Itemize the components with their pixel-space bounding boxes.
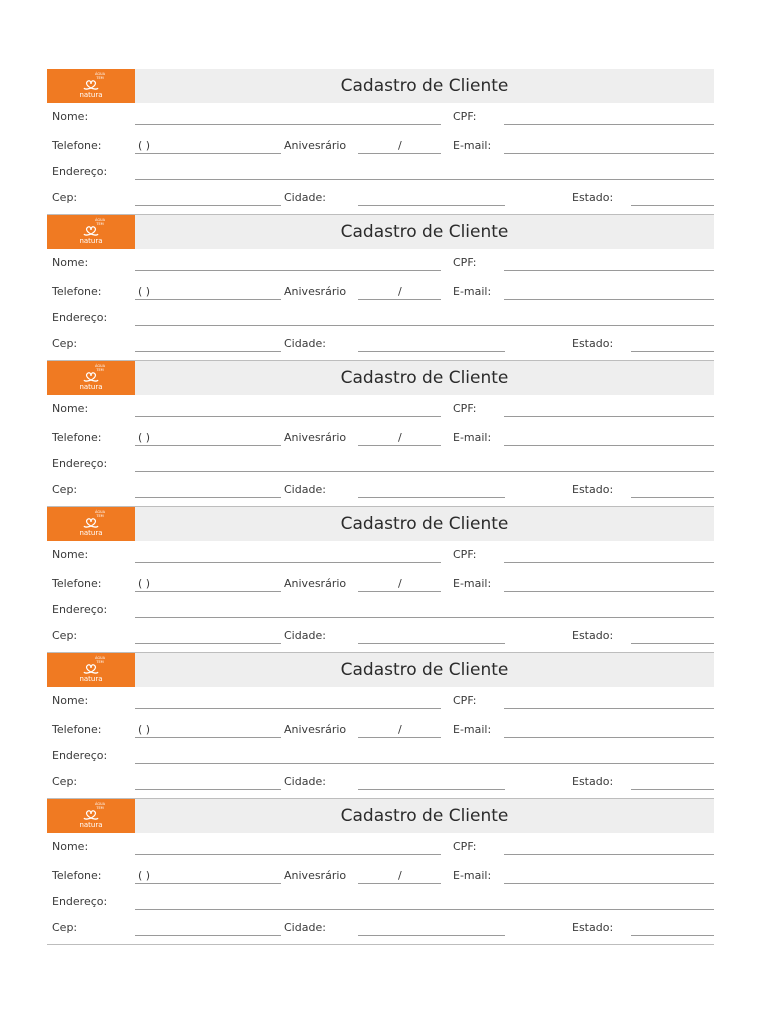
cidade-field[interactable] [358, 643, 505, 644]
svg-text:natura: natura [79, 237, 103, 245]
telefone-label: Telefone: [52, 723, 102, 736]
telefone-label: Telefone: [52, 285, 102, 298]
nome-field[interactable] [135, 270, 441, 271]
customer-registration-card [47, 653, 714, 799]
svg-text:natura: natura [79, 383, 103, 391]
natura-flower-icon [47, 653, 135, 687]
svg-text:ÁGUA: ÁGUA [94, 218, 106, 222]
cidade-label: Cidade: [284, 191, 326, 204]
card-divider [47, 944, 714, 945]
cidade-label: Cidade: [284, 629, 326, 642]
estado-label: Estado: [572, 921, 614, 934]
cep-field[interactable] [135, 935, 281, 936]
natura-logo [47, 215, 135, 249]
nome-label: Nome: [52, 110, 89, 123]
estado-label: Estado: [572, 629, 614, 642]
aniversario-field[interactable] [358, 591, 441, 592]
nome-label: Nome: [52, 840, 89, 853]
phone-area-code-parens: ( ) [138, 139, 151, 152]
estado-label: Estado: [572, 775, 614, 788]
svg-text:ÁGUA: ÁGUA [94, 510, 106, 514]
form-title: Cadastro de Cliente [340, 222, 509, 242]
telefone-field[interactable] [135, 299, 281, 300]
endereco-field[interactable] [135, 471, 714, 472]
cidade-label: Cidade: [284, 921, 326, 934]
cidade-field[interactable] [358, 205, 505, 206]
natura-logo [47, 69, 135, 103]
cpf-label: CPF: [453, 402, 477, 415]
cep-label: Cep: [52, 629, 78, 642]
aniversario-label: Anivesrário [284, 577, 347, 590]
natura-flower-icon [47, 507, 135, 541]
aniversario-field[interactable] [358, 153, 441, 154]
cpf-label: CPF: [453, 256, 477, 269]
phone-area-code-parens: ( ) [138, 285, 151, 298]
telefone-field[interactable] [135, 153, 281, 154]
cep-field[interactable] [135, 497, 281, 498]
svg-text:natura: natura [79, 529, 103, 537]
natura-flower-icon [47, 361, 135, 395]
cpf-field[interactable] [504, 708, 714, 709]
endereco-field[interactable] [135, 909, 714, 910]
endereco-field[interactable] [135, 179, 714, 180]
estado-field[interactable] [631, 497, 714, 498]
endereco-label: Endereço: [52, 457, 108, 470]
natura-flower-icon [47, 799, 135, 833]
form-title: Cadastro de Cliente [340, 76, 509, 96]
aniversario-field[interactable] [358, 883, 441, 884]
card-header [47, 69, 714, 103]
nome-label: Nome: [52, 402, 89, 415]
cpf-label: CPF: [453, 840, 477, 853]
cep-field[interactable] [135, 205, 281, 206]
cidade-label: Cidade: [284, 483, 326, 496]
aniversario-field[interactable] [358, 737, 441, 738]
customer-registration-card [47, 215, 714, 361]
nome-field[interactable] [135, 708, 441, 709]
phone-area-code-parens: ( ) [138, 431, 151, 444]
customer-forms-sheet [47, 69, 714, 945]
nome-field[interactable] [135, 124, 441, 125]
birthday-slash: / [398, 869, 402, 882]
cpf-label: CPF: [453, 548, 477, 561]
endereco-field[interactable] [135, 617, 714, 618]
email-field[interactable] [504, 445, 714, 446]
nome-label: Nome: [52, 256, 89, 269]
cidade-field[interactable] [358, 789, 505, 790]
cidade-field[interactable] [358, 497, 505, 498]
natura-logo [47, 361, 135, 395]
svg-text:TEM: TEM [96, 368, 104, 372]
nome-field[interactable] [135, 416, 441, 417]
cep-field[interactable] [135, 351, 281, 352]
cep-label: Cep: [52, 337, 78, 350]
card-header [47, 653, 714, 687]
customer-registration-card [47, 361, 714, 507]
telefone-field[interactable] [135, 737, 281, 738]
birthday-slash: / [398, 577, 402, 590]
estado-field[interactable] [631, 789, 714, 790]
email-label: E-mail: [453, 869, 492, 882]
nome-field[interactable] [135, 562, 441, 563]
cep-label: Cep: [52, 483, 78, 496]
email-label: E-mail: [453, 285, 492, 298]
estado-label: Estado: [572, 483, 614, 496]
endereco-field[interactable] [135, 325, 714, 326]
svg-text:TEM: TEM [96, 76, 104, 80]
natura-flower-icon [47, 69, 135, 103]
endereco-label: Endereço: [52, 749, 108, 762]
phone-area-code-parens: ( ) [138, 577, 151, 590]
telefone-label: Telefone: [52, 577, 102, 590]
cep-label: Cep: [52, 921, 78, 934]
svg-text:ÁGUA: ÁGUA [94, 802, 106, 806]
svg-text:TEM: TEM [96, 514, 104, 518]
estado-label: Estado: [572, 337, 614, 350]
cep-label: Cep: [52, 775, 78, 788]
form-title: Cadastro de Cliente [340, 368, 509, 388]
cidade-label: Cidade: [284, 775, 326, 788]
cep-field[interactable] [135, 643, 281, 644]
phone-area-code-parens: ( ) [138, 723, 151, 736]
aniversario-field[interactable] [358, 445, 441, 446]
endereco-label: Endereço: [52, 895, 108, 908]
natura-logo [47, 653, 135, 687]
phone-area-code-parens: ( ) [138, 869, 151, 882]
cpf-label: CPF: [453, 110, 477, 123]
birthday-slash: / [398, 723, 402, 736]
cidade-field[interactable] [358, 351, 505, 352]
customer-registration-card [47, 69, 714, 215]
birthday-slash: / [398, 139, 402, 152]
aniversario-label: Anivesrário [284, 285, 347, 298]
nome-label: Nome: [52, 548, 89, 561]
email-label: E-mail: [453, 577, 492, 590]
cpf-label: CPF: [453, 694, 477, 707]
telefone-label: Telefone: [52, 431, 102, 444]
aniversario-field[interactable] [358, 299, 441, 300]
telefone-field[interactable] [135, 591, 281, 592]
email-field[interactable] [504, 153, 714, 154]
telefone-label: Telefone: [52, 869, 102, 882]
customer-registration-card [47, 507, 714, 653]
birthday-slash: / [398, 431, 402, 444]
card-header [47, 799, 714, 833]
card-header [47, 215, 714, 249]
natura-logo [47, 507, 135, 541]
cidade-label: Cidade: [284, 337, 326, 350]
svg-text:TEM: TEM [96, 222, 104, 226]
estado-field[interactable] [631, 351, 714, 352]
estado-field[interactable] [631, 205, 714, 206]
svg-text:natura: natura [79, 821, 103, 829]
cpf-field[interactable] [504, 854, 714, 855]
email-field[interactable] [504, 737, 714, 738]
cpf-field[interactable] [504, 270, 714, 271]
telefone-label: Telefone: [52, 139, 102, 152]
nome-field[interactable] [135, 854, 441, 855]
svg-text:natura: natura [79, 91, 103, 99]
cpf-field[interactable] [504, 124, 714, 125]
aniversario-label: Anivesrário [284, 723, 347, 736]
aniversario-label: Anivesrário [284, 431, 347, 444]
svg-text:TEM: TEM [96, 806, 104, 810]
customer-registration-card [47, 799, 714, 945]
svg-text:natura: natura [79, 675, 103, 683]
endereco-label: Endereço: [52, 603, 108, 616]
endereco-label: Endereço: [52, 311, 108, 324]
telefone-field[interactable] [135, 445, 281, 446]
form-title: Cadastro de Cliente [340, 514, 509, 534]
svg-text:ÁGUA: ÁGUA [94, 72, 106, 76]
email-field[interactable] [504, 883, 714, 884]
natura-flower-icon [47, 215, 135, 249]
endereco-field[interactable] [135, 763, 714, 764]
cep-field[interactable] [135, 789, 281, 790]
telefone-field[interactable] [135, 883, 281, 884]
estado-label: Estado: [572, 191, 614, 204]
aniversario-label: Anivesrário [284, 869, 347, 882]
form-title: Cadastro de Cliente [340, 806, 509, 826]
svg-text:ÁGUA: ÁGUA [94, 656, 106, 660]
cpf-field[interactable] [504, 416, 714, 417]
svg-text:ÁGUA: ÁGUA [94, 364, 106, 368]
email-label: E-mail: [453, 723, 492, 736]
natura-logo [47, 799, 135, 833]
cpf-field[interactable] [504, 562, 714, 563]
card-header [47, 361, 714, 395]
birthday-slash: / [398, 285, 402, 298]
cep-label: Cep: [52, 191, 78, 204]
form-title: Cadastro de Cliente [340, 660, 509, 680]
email-label: E-mail: [453, 431, 492, 444]
aniversario-label: Anivesrário [284, 139, 347, 152]
email-field[interactable] [504, 299, 714, 300]
email-field[interactable] [504, 591, 714, 592]
cidade-field[interactable] [358, 935, 505, 936]
card-header [47, 507, 714, 541]
svg-text:TEM: TEM [96, 660, 104, 664]
estado-field[interactable] [631, 935, 714, 936]
estado-field[interactable] [631, 643, 714, 644]
nome-label: Nome: [52, 694, 89, 707]
email-label: E-mail: [453, 139, 492, 152]
endereco-label: Endereço: [52, 165, 108, 178]
